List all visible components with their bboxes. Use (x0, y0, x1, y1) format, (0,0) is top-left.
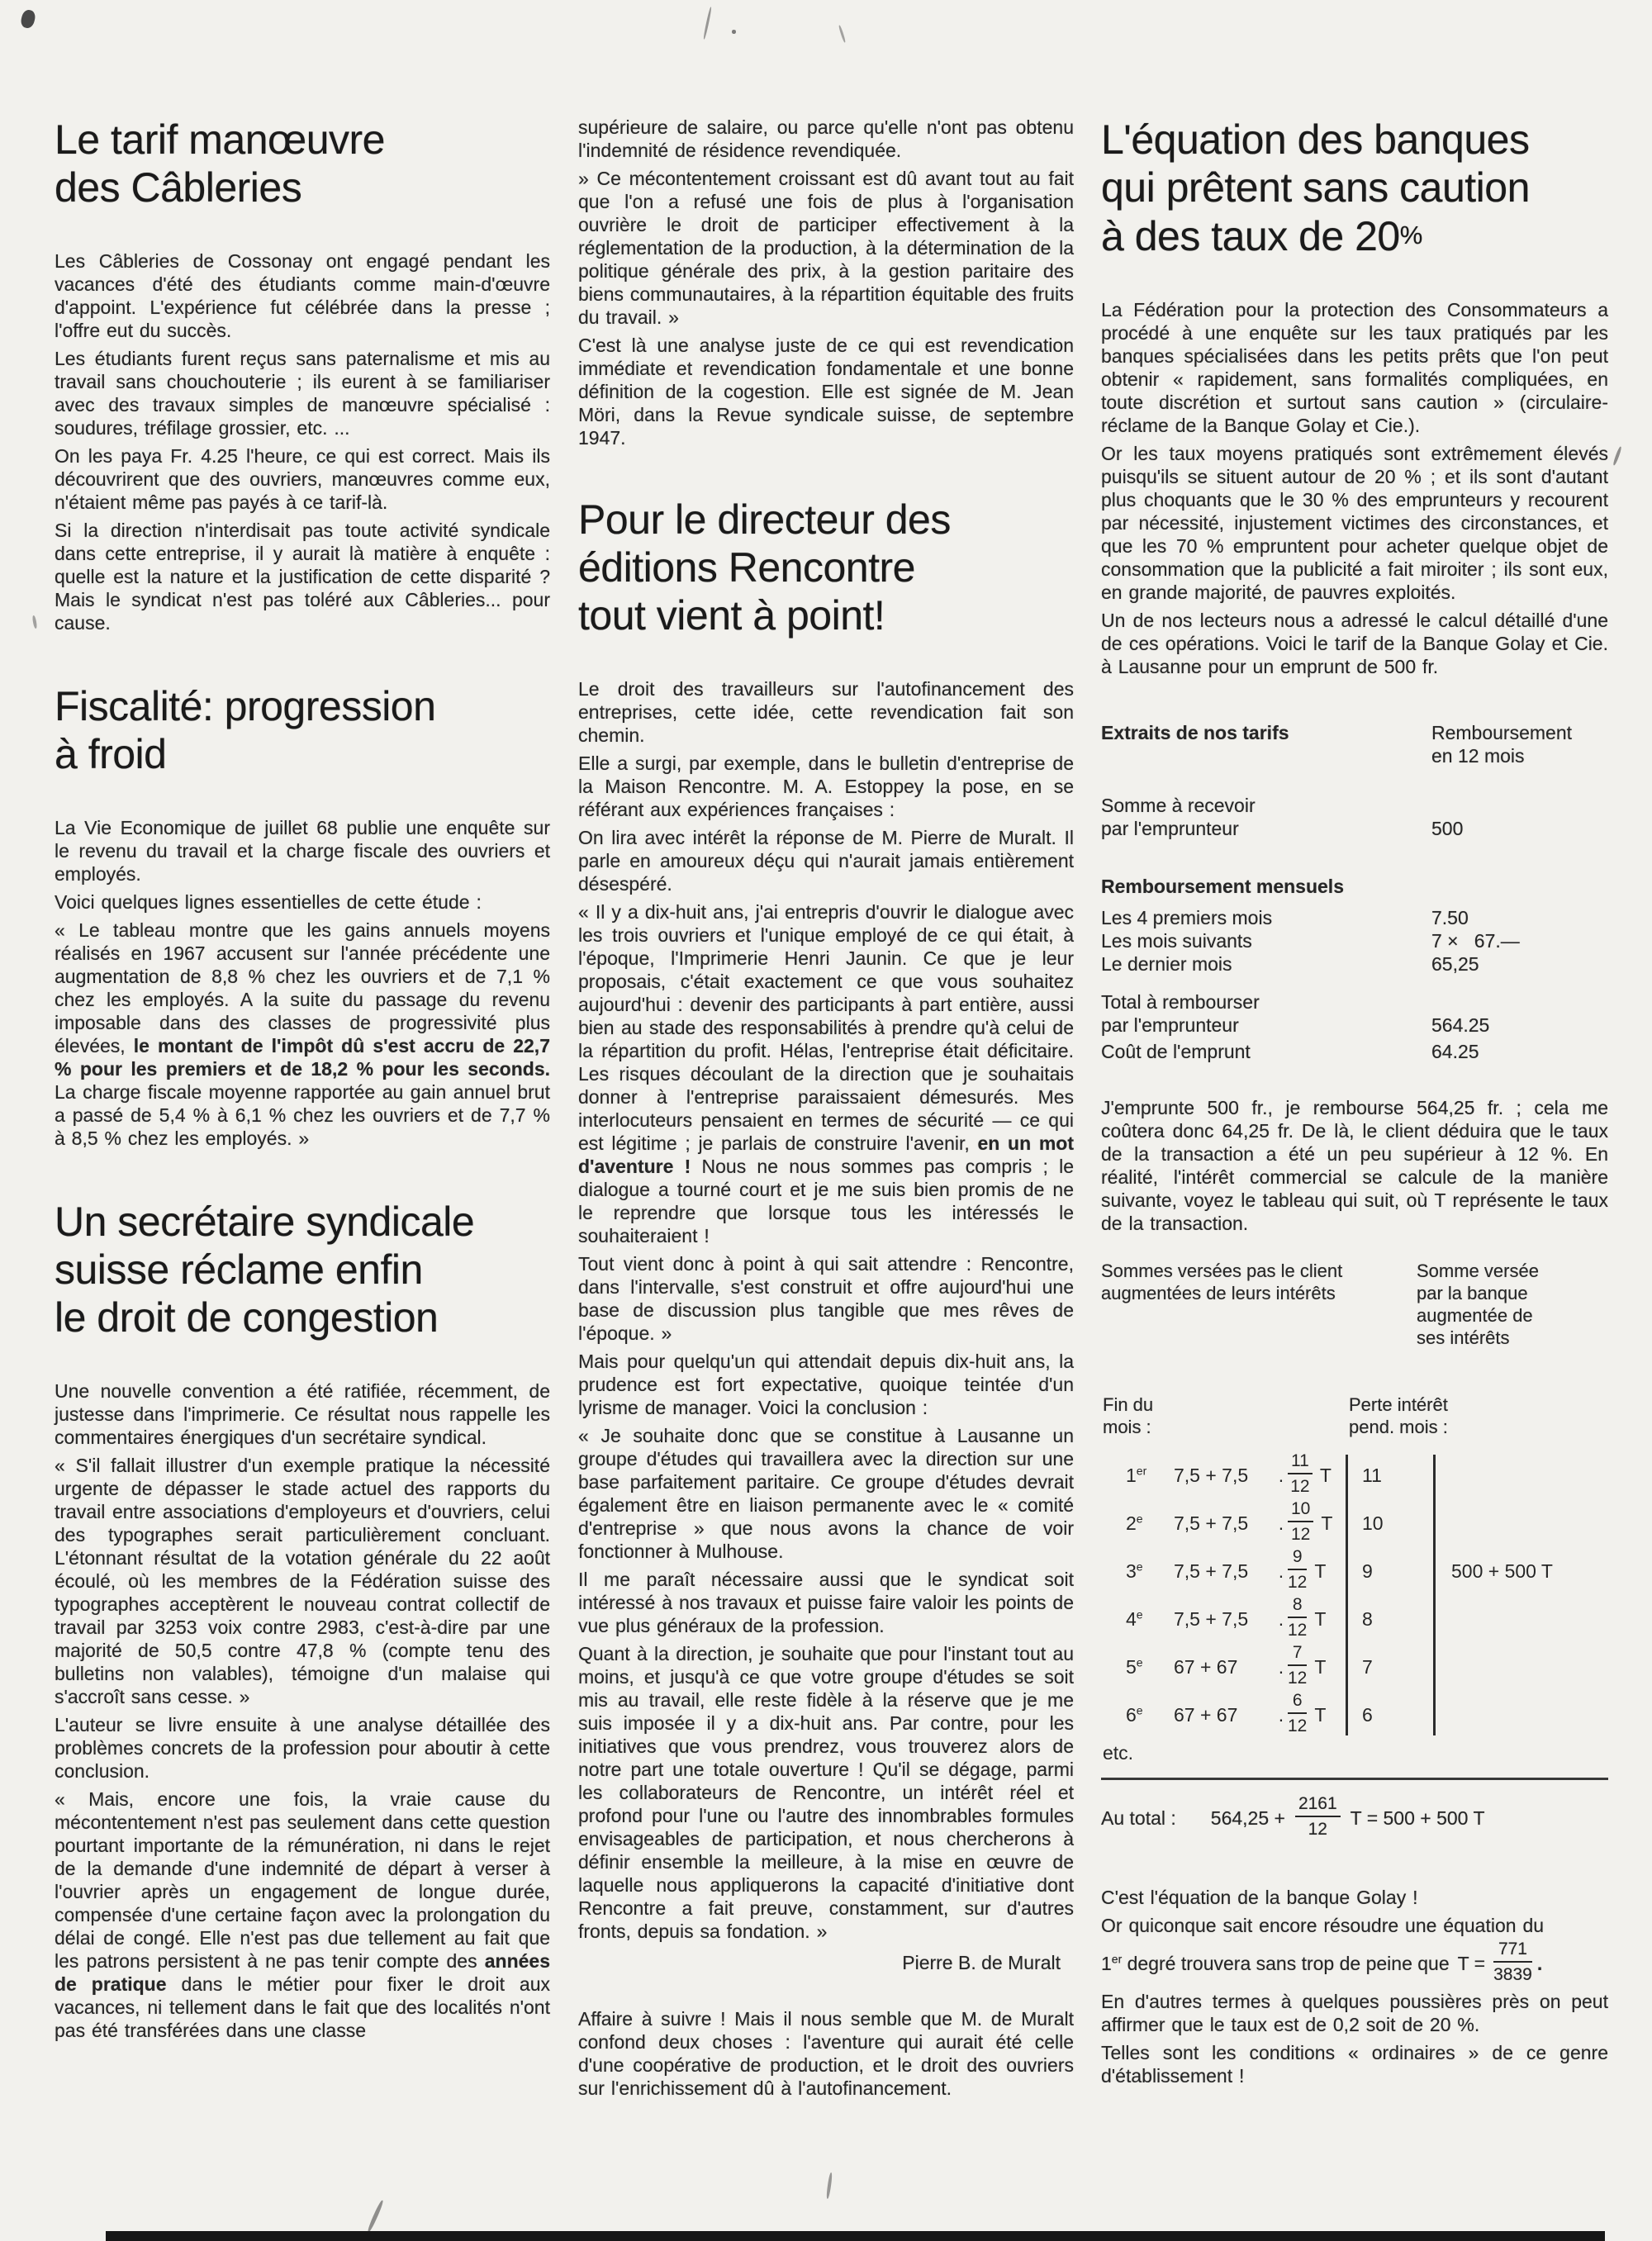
table-divider-line (1346, 1455, 1348, 1735)
paragraph (578, 116, 1074, 162)
fraction-denominator: 12 (1288, 1716, 1308, 1735)
fraction (1295, 1795, 1341, 1838)
column-middle (578, 116, 1074, 2100)
tariff-row (1101, 952, 1608, 976)
scan-speck (826, 2172, 833, 2199)
paragraph (55, 1713, 550, 1783)
text-segment: Affaire à suivre ! Mais il nous semble que M. de Muralt confond deux choses : l'aventure qui aurait été celle d'une coopérative de production, et le droit des ouvriers sur l'enrichissement dû à l'autofinancement. (578, 2008, 1074, 2099)
loss-value: 8 (1362, 1607, 1373, 1630)
text-segment: Si la direction n'interdisait pas toute activité syndicale dans cette entreprise, il y aurait là matière à enquête : quelle est la nature et la justification de cette disparité ? Mais le syndicat n'est pas toléré aux Câbleries... pour cause. (55, 520, 550, 634)
caption-line: ses intérêts (1417, 1327, 1510, 1348)
article-heading-line: le droit de congestion (55, 1294, 439, 1341)
caption-line: augmentée de (1417, 1305, 1533, 1326)
formula-sum: 7,5 + 7,5 (1174, 1464, 1249, 1486)
article-heading-line: Pour le directeur des (578, 496, 951, 543)
fraction-denominator: 12 (1290, 1477, 1310, 1496)
tariff-row (1101, 906, 1608, 929)
tariff-row-label (1101, 906, 1608, 929)
scan-speck (367, 2200, 385, 2233)
text-segment: le montant de l'impôt dû s'est accru de 22,7 % pour les premiers et de 18,2 % pour les seconds. (55, 1035, 550, 1080)
tariff-row-value: 64.25 (1431, 1041, 1479, 1062)
fraction-numerator: 771 (1493, 1940, 1532, 1963)
text-segment: J'emprunte 500 fr., je rembourse 564,25 fr. ; cela me coûtera donc 64,25 fr. De là, le client déduira que le taux de la transaction a été un peu supérieur à 12 %. En réalité, l'intérêt commercial se calcule de la manière suivante, voyez le tableau qui suit, où T représente le taux de la transaction. (1101, 1097, 1608, 1234)
tariff-header-line: Remboursement (1431, 722, 1573, 743)
multiplication-dot: . (1278, 1703, 1284, 1726)
text-segment: Telles sont les conditions « ordinaires » de ce genre d'établissement ! (1101, 2042, 1608, 2087)
tariff-row (1101, 929, 1608, 952)
fraction (1288, 1500, 1313, 1543)
paragraph (55, 1454, 550, 1708)
paragraph (578, 1350, 1074, 1419)
article-heading-line: à froid (55, 731, 167, 777)
caption-bank (1417, 1260, 1602, 1349)
column-header-line: pend. mois : (1349, 1417, 1448, 1437)
multiplication-dot: . (1278, 1560, 1284, 1582)
rate-symbol: T (1314, 1607, 1327, 1630)
month-label: 3e (1126, 1559, 1143, 1582)
formula-sum: 67 + 67 (1174, 1655, 1238, 1678)
paragraph (1101, 298, 1608, 437)
text-segment: Or quiconque sait encore résoudre une équation du (1101, 1915, 1545, 1936)
interest-table-row (1101, 1691, 1608, 1739)
text-segment: « Il y a dix-huit ans, j'ai entrepris d'ouvrir le dialogue avec les trois ouvriers et l'unique employé de ce qui était, à l'époque, l'Imprimerie Henri Jaunin. Ce que je leur proposais, c'était exactement ce que vous souhaitez aujourd'hui : devenir des participants à part entière, aussi bien au stade des responsabilités à prendre qu'à celui de la répartition du profit. Hélas, l'entreprise était déficitaire. Les risques découlant de la direction que je souhaitais donner à l'entreprise paraissaient démesurés. Mes interlocuteurs pensaient en termes de sécurité — ce qui est légitime ; je parlais de construire l'avenir, (578, 901, 1074, 1154)
tariff-label-line: par l'emprunteur (1101, 818, 1239, 839)
paragraph (578, 900, 1074, 1247)
scan-speck (32, 615, 38, 629)
loss-value: 7 (1362, 1655, 1373, 1678)
paragraph (578, 2007, 1074, 2100)
fraction-numerator: 10 (1288, 1500, 1313, 1522)
fraction (1288, 1596, 1307, 1639)
month-ordinal: e (1136, 1559, 1143, 1573)
fraction-numerator: 8 (1288, 1596, 1307, 1618)
paragraph (578, 1642, 1074, 1943)
formula-sum: 7,5 + 7,5 (1174, 1512, 1249, 1534)
rate-symbol: T (1321, 1512, 1333, 1534)
paragraph (1101, 442, 1608, 604)
column-right (1101, 116, 1608, 2087)
tariff-label-line: Les 4 premiers mois (1101, 907, 1273, 928)
multiplication-dot: . (1278, 1607, 1284, 1630)
etc-label: etc. (1103, 1742, 1134, 1764)
tariff-row-label (1101, 990, 1608, 1037)
period-mark: . (1536, 1952, 1543, 1974)
tariff-label-line: Total à rembourser (1101, 991, 1260, 1013)
text-segment: Les Câbleries de Cossonay ont engagé pendant les vacances d'été des étudiants comme main-d'œuvre d'appoint. L'expérience fut célébrée dans la presse ; l'offre eut du succès. (55, 250, 550, 341)
tariff-subheading: Remboursement mensuels (1101, 876, 1344, 897)
paragraph (578, 677, 1074, 747)
tariff-header-line: en 12 mois (1431, 745, 1525, 767)
scan-edge-bar (106, 2231, 1605, 2241)
rate-symbol: T (1314, 1703, 1327, 1726)
tariff-label-line: Les mois suivants (1101, 930, 1252, 952)
text-segment: supérieure de salaire, ou parce qu'elle n'ont pas obtenu l'indemnité de résidence revendiquée. (578, 116, 1074, 161)
text-segment: Or les taux moyens pratiqués sont extrêmement élevés puisqu'ils se situent autour de 20 % ; et ils sont d'autant plus choquants que le 30 % des emprunteurs y recourent par nécessité, injustement victimes des circonstances, et que les 70 % empruntent pour acheter quelque objet de consommation que la publicité a fait miroiter ; ils sont eux, en grande majorité, de pauvres exploités. (1101, 443, 1608, 603)
fraction-denominator: 12 (1308, 1820, 1327, 1839)
tariff-header-right (1431, 721, 1572, 767)
tariff-row (1101, 990, 1608, 1037)
text-segment: La Vie Economique de juillet 68 publie une enquête sur le revenu du travail et la charge fiscale des ouvriers et employés. (55, 817, 550, 885)
fraction-numerator: 9 (1288, 1548, 1307, 1570)
total-equation (1101, 1794, 1608, 1840)
loss-value: 9 (1362, 1560, 1373, 1582)
fraction-numerator: 6 (1288, 1692, 1307, 1714)
text-segment: Tout vient donc à point à qui sait attendre : Rencontre, dans l'intervalle, s'est construit et offre aujourd'hui une base de discussion plus tangible que mes rêves de l'époque. » (578, 1253, 1074, 1344)
month-label: 5e (1126, 1655, 1143, 1678)
tariff-label-line: Somme à recevoir (1101, 795, 1256, 816)
column-header-month (1103, 1394, 1153, 1438)
article-heading-line: Un secrétaire syndicale (55, 1199, 475, 1245)
multiplication-dot: . (1278, 1655, 1284, 1678)
tariff-table (1101, 721, 1608, 1063)
month-ordinal: e (1136, 1655, 1143, 1669)
text-segment: en un mot d'aventure ! (578, 1132, 1074, 1177)
tariff-label-line: Le dernier mois (1101, 953, 1232, 975)
text-segment: « Mais, encore une fois, la vraie cause du mécontentement n'est pas seulement dans cette question pourtant importante de la rémunération, ni dans le rejet de la demande d'une indemnité de départ à verser à l'ouvrier après un engagement de longue durée, compensée d'une certaine façon avec la prolongation du délai de congé. Elle n'est pas due tellement au fait que les patrons persistent à ne pas tenir compte des (55, 1788, 550, 1972)
rate-result-line (1101, 1942, 1608, 1985)
month-ordinal: e (1136, 1702, 1143, 1716)
tariff-label-line: Coût de l'emprunt (1101, 1041, 1251, 1062)
article-heading (1101, 116, 1608, 260)
text-segment: Nous ne nous sommes pas compris ; le dialogue a tourné court et je me suis bien promis de ne le reprendre que lorsque tous les intéressés le souhaiteraient ! (578, 1156, 1074, 1246)
article-heading (55, 1198, 550, 1341)
month-ordinal: er (1136, 1463, 1147, 1477)
paragraph (55, 1788, 550, 2042)
caption-line: augmentées de leurs intérêts (1101, 1283, 1336, 1303)
tariff-header (1101, 721, 1608, 769)
total-pre: 564,25 + (1210, 1807, 1285, 1829)
tariff-row-value: 500 (1431, 818, 1464, 839)
text-segment: Une nouvelle convention a été ratifiée, récemment, de justesse dans l'imprimerie. Ce résultat nous rappelle les commentaires énergiques d'un secrétaire syndical. (55, 1380, 550, 1448)
paragraph (1101, 609, 1608, 678)
fraction-numerator: 11 (1288, 1452, 1313, 1474)
fraction (1288, 1452, 1313, 1495)
month-ordinal: e (1136, 1511, 1143, 1525)
paragraph (578, 752, 1074, 821)
article-heading-line: des Câbleries (55, 164, 302, 211)
caption-line: par la banque (1417, 1283, 1528, 1303)
tariff-row (1101, 794, 1608, 840)
fraction (1493, 1940, 1532, 1983)
column-header-line: mois : (1103, 1417, 1151, 1437)
interest-table-row (1101, 1643, 1608, 1691)
formula-sum: 7,5 + 7,5 (1174, 1607, 1249, 1630)
fraction-denominator: 3839 (1493, 1965, 1532, 1984)
tariff-row-label (1101, 929, 1608, 952)
paragraph (55, 1379, 550, 1449)
text-segment: dans le métier pour fixer le droit aux vacances, ni tellement dans le fait que des localités n'ont pas été transférées dans une classe (55, 1973, 550, 2041)
fraction (1288, 1548, 1307, 1591)
paragraph (55, 249, 550, 342)
article-heading-line: tout vient à point! (578, 592, 885, 639)
paragraph (1101, 2041, 1608, 2087)
month-label: 1er (1126, 1463, 1147, 1486)
text-segment: On lira avec intérêt la réponse de M. Pierre de Muralt. Il parle en amoureux déçu qui n'aurait jamais entièrement désespéré. (578, 827, 1074, 895)
rate-symbol: T = (1457, 1952, 1486, 1974)
text-segment: Un de nos lecteurs nous a adressé le calcul détaillé d'une de ces opérations. Voici le tarif de la Banque Golay et Cie. à Lausanne pour un emprunt de 500 fr. (1101, 610, 1608, 677)
text-segment: « S'il fallait illustrer d'un exemple pratique la nécessité urgente de dépasser le stade actuel des rapports du travail entre associations d'employeurs et d'ouvriers, celui des typographes serait particulièrement concluant. L'étonnant résultat de la votation générale du 22 août écoulé, où les membres de la Fédération suisse des typographes acceptèrent le nouveau contrat collectif de travail par 3253 voix contre 2983, c'est-à-dire par une majorité de 50,5 contre 47,8 % (compte tenu des bulletins non valables), témoigne d'un malaise qui s'accroît sans cesse. » (55, 1455, 550, 1707)
table-divider-line (1433, 1455, 1436, 1735)
formula-sum: 67 + 67 (1174, 1703, 1238, 1726)
paragraph (578, 826, 1074, 895)
month-label: 4e (1126, 1607, 1143, 1630)
column-left (55, 116, 550, 2042)
fraction-denominator: 12 (1288, 1573, 1308, 1592)
article-heading-line: L'équation des banques (1101, 116, 1530, 163)
text-segment: La Fédération pour la protection des Consommateurs a procédé à une enquête sur les taux pratiqués par les banques spécialisées dans les petits prêts que l'on peut obtenir « rapidement, sans formalités compliquées, en toute discrétion et surtout sans caution » (circulaire-réclame de la Banque Golay et Cie.). (1101, 299, 1608, 436)
text-segment: » Ce mécontentement croissant est dû avant tout au fait que l'on a refusé une fois de plus à l'organisation ouvrière le droit de participer effectivement à la réglementation de la production, à la détermination de la politique générale des prix, à la gestion paritaire des biens communautaires, à la répartition équitable des fruits du travail. » (578, 168, 1074, 328)
text-segment: L'auteur se livre ensuite à une analyse détaillée des problèmes concrets de la profession pour aboutir à cette conclusion. (55, 1714, 550, 1782)
text-segment: « Je souhaite donc que se constitue à Lausanne un groupe d'études qui travaillera avec la direction sur une base parfaitement paritaire. Ce groupe d'études devrait également être en liaison permanente avec le « comité d'entreprise » que nous avons la chance de voir fonctionner à Mulhouse. (578, 1425, 1074, 1562)
interest-table (1101, 1451, 1608, 1764)
rate-symbol: T (1319, 1464, 1332, 1486)
tariff-row-label (1101, 794, 1608, 840)
column-header-line: Fin du (1103, 1394, 1154, 1415)
paragraph (55, 816, 550, 885)
scan-speck (1612, 446, 1622, 466)
article-heading-line: Fiscalité: progression (55, 683, 436, 729)
total-post: T = 500 + 500 T (1350, 1807, 1485, 1829)
text-segment: Il me paraît nécessaire aussi que le syndicat soit intéressé à nos travaux et puisse faire valoir les points de vue plus généraux de la profession. (578, 1569, 1074, 1636)
tariff-header-left: Extraits de nos tarifs (1101, 722, 1289, 743)
text-segment: années de pratique (55, 1950, 550, 1995)
paragraph (1101, 1886, 1608, 1909)
tariff-label-line: par l'emprunteur (1101, 1014, 1239, 1036)
ordinal: er (1111, 1951, 1123, 1965)
total-label: Au total : (1101, 1807, 1176, 1829)
paragraph (55, 519, 550, 634)
column-header-loss (1349, 1394, 1448, 1438)
formula-sum: 7,5 + 7,5 (1174, 1560, 1249, 1582)
tariff-row-label (1101, 952, 1608, 976)
caption-client (1101, 1260, 1382, 1304)
text-segment: Quant à la direction, je souhaite que pour l'instant tout au moins, et jusqu'à ce que votre groupe d'études se soit mis au travail, elle reste fidèle à la réserve que je me suis imposée il y a dix-huit ans. Par contre, pour les initiatives que vous prendrez, vous trouverez alors de notre part une totale ouverture ! Qu'il se dégage, parmi les collaborateurs de Rencontre, un intérêt réel et profond pour l'une ou l'autre des innombrables formules envisageables de participation, et nous chercherons à définir ensemble la meilleure, à la mise en œuvre de laquelle nous appliquerons la capacité d'initiative dont Rencontre a fait preuve, constamment, sur d'autres fronts, depuis sa fondation. » (578, 1643, 1074, 1942)
tariff-row-value: 7.50 (1431, 907, 1469, 928)
text-segment: Voici quelques lignes essentielles de cette étude : (55, 891, 482, 913)
paragraph (578, 1568, 1074, 1637)
fraction-numerator: 7 (1288, 1644, 1307, 1666)
article-heading (55, 116, 550, 211)
article-heading-line: éditions Rencontre (578, 544, 915, 591)
text-segment: Mais pour quelqu'un qui attendait depuis dix-huit ans, la prudence est fort expectative, quoique teintée d'un lyrisme de manager. Voici la conclusion : (578, 1351, 1074, 1418)
paragraph (55, 890, 550, 914)
article-heading-line: qui prêtent sans caution (1101, 164, 1530, 211)
loss-value: 10 (1362, 1512, 1384, 1534)
fraction (1288, 1692, 1307, 1735)
caption-line: Sommes versées pas le client (1101, 1261, 1343, 1281)
text-segment: Les étudiants furent reçus sans paternalisme et mis au travail sans chouchouterie ; ils eurent à se familiariser avec des travaux simples de manœuvre spécialisé : soudures, tréfilage grossier, etc. ... (55, 348, 550, 439)
fraction (1288, 1644, 1307, 1687)
multiplication-dot: . (1278, 1512, 1284, 1534)
fraction-denominator: 12 (1288, 1621, 1308, 1640)
rate-symbol: T (1314, 1655, 1327, 1678)
multiplication-dot: . (1278, 1464, 1284, 1486)
rate-result-text: 1er degré trouvera sans trop de peine que (1101, 1951, 1450, 1974)
interest-table-row (1101, 1451, 1608, 1499)
paragraph (578, 1424, 1074, 1563)
scan-speck (838, 25, 847, 43)
scan-speck (732, 30, 736, 34)
article-heading (55, 682, 550, 778)
loss-value: 6 (1362, 1703, 1373, 1726)
bank-sum-expression: 500 + 500 T (1451, 1560, 1553, 1582)
text-segment: On les paya Fr. 4.25 l'heure, ce qui est correct. Mais ils découvrirent que des ouvriers, manœuvres comme eux, n'étaient même pas payés à ce tarif-là. (55, 445, 550, 513)
loss-value: 11 (1362, 1464, 1382, 1486)
text-segment: « Le tableau montre que les gains annuels moyens réalisés en 1967 accusent sur l'année précédente une augmentation de 8,8 % chez les ouvriers et de 7,1 % chez les employés. A la suite du passage du revenu imposable dans des classes de progressivité plus élevées, (55, 919, 550, 1056)
article-heading (578, 496, 1074, 639)
paragraph (55, 444, 550, 514)
fraction-numerator: 2161 (1295, 1795, 1341, 1817)
paragraph (55, 919, 550, 1150)
article-heading-line: suisse réclame enfin (55, 1246, 423, 1293)
month-label: 6e (1126, 1702, 1143, 1726)
paragraph (578, 167, 1074, 329)
fraction-denominator: 12 (1291, 1525, 1311, 1544)
table-column-headers (1101, 1394, 1608, 1441)
text-segment: Le droit des travailleurs sur l'autofinancement des entreprises, cette idée, cette revendication fait son chemin. (578, 678, 1074, 746)
article-heading-line: Le tarif manœuvre (55, 116, 385, 163)
interest-table-row (1101, 1595, 1608, 1643)
table-caption-row (1101, 1260, 1608, 1360)
paragraph (1101, 1914, 1608, 1937)
text-segment: C'est l'équation de la banque Golay ! (1101, 1887, 1418, 1908)
interest-table-row (1101, 1499, 1608, 1547)
month-label: 2e (1126, 1511, 1143, 1534)
percent-sign: % (1399, 221, 1423, 249)
signature: Pierre B. de Muralt (902, 1952, 1061, 1973)
text-segment: La charge fiscale moyenne rapportée au gain annuel brut a passé de 5,4 % à 6,1 % chez les ouvriers et de 7,7 % à 8,5 % chez les employés. » (55, 1081, 550, 1149)
text-segment: En d'autres termes à quelques poussières près on peut affirmer que le taux est de 0,2 soit de 20 %. (1101, 1991, 1608, 2035)
rate-symbol: T (1314, 1560, 1327, 1582)
paragraph (1101, 1096, 1608, 1235)
tariff-row-value: 65,25 (1431, 953, 1479, 975)
paragraph (578, 1252, 1074, 1345)
column-header-line: Perte intérêt (1349, 1394, 1448, 1415)
paragraph (1101, 1990, 1608, 2036)
scan-speck (20, 8, 37, 29)
scan-speck (703, 7, 712, 40)
fraction-denominator: 12 (1288, 1669, 1308, 1688)
text-segment: Elle a surgi, par exemple, dans le bulletin d'entreprise de la Maison Rencontre. M. A. Estoppey la pose, en se référant aux expériences françaises : (578, 753, 1074, 820)
tariff-row-value: 564.25 (1431, 1014, 1490, 1036)
paragraph (55, 347, 550, 439)
article-heading-line: à des taux de 20% (1101, 213, 1423, 259)
separator-line (1101, 1778, 1608, 1780)
caption-line: Somme versée (1417, 1261, 1539, 1281)
tariff-row-label (1101, 1040, 1608, 1063)
month-ordinal: e (1136, 1607, 1143, 1621)
tariff-row (1101, 1040, 1608, 1063)
tariff-row-value: 7 × 67.— (1431, 930, 1520, 952)
text-segment: C'est là une analyse juste de ce qui est revendication immédiate et revendication fondamentale et une bonne définition de la cogestion. Elle est signée de M. Jean Möri, dans la Revue syndicale suisse, de septembre 1947. (578, 335, 1074, 449)
paragraph (578, 334, 1074, 449)
